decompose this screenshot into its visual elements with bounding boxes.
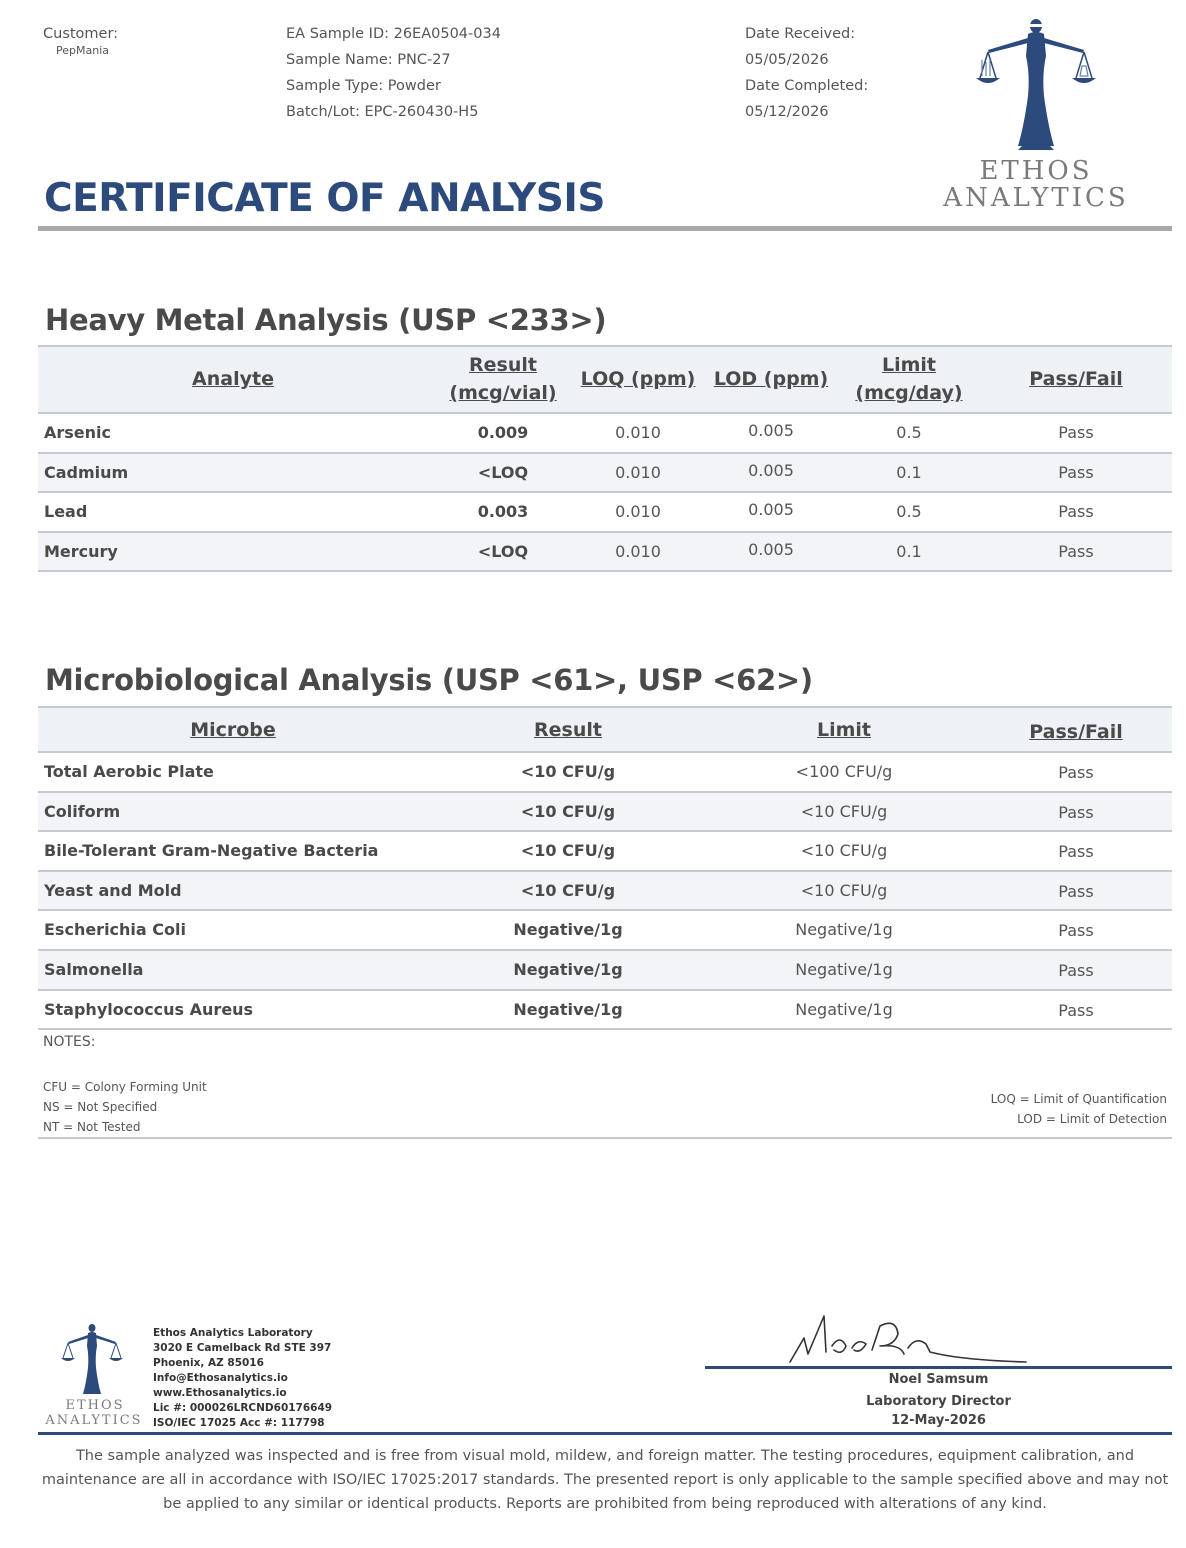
lab-website: www.Ethosanalytics.io xyxy=(153,1387,287,1399)
disclaimer-line-1: The sample analyzed was inspected and is free from visual mold, mildew, and foreign matter. The testing procedures, equipment calibration, and xyxy=(75,1448,1135,1464)
header-limit xyxy=(844,351,974,407)
date-completed: 05/12/2026 xyxy=(745,104,829,120)
microbe-limit: Negative/1g xyxy=(795,999,893,1019)
notes-label: NOTES: xyxy=(43,1034,96,1050)
header-result: Result xyxy=(534,719,602,741)
analyte-result: 0.003 xyxy=(477,502,529,522)
header-pass-fail: Pass/Fail xyxy=(1029,721,1123,743)
analyte-lod: 0.005 xyxy=(748,500,794,520)
sample-id: EA Sample ID: 26EA0504-034 xyxy=(286,26,501,42)
table-row xyxy=(38,991,1172,1031)
disclaimer-line-2: maintenance are all in accordance with ISO/IEC 17025:2017 standards. The presented report is only applicable to the sample specified above and may not xyxy=(41,1472,1169,1488)
table-row xyxy=(38,951,1172,991)
lab-accreditation: ISO/IEC 17025 Acc #: 117798 xyxy=(153,1417,325,1429)
table-row xyxy=(38,793,1172,833)
analyte-name: Cadmium xyxy=(44,462,129,482)
microbe-status: Pass xyxy=(1058,763,1094,782)
microbe-result: <10 CFU/g xyxy=(520,841,616,861)
microbe-limit: <10 CFU/g xyxy=(800,801,888,821)
microbe-name: Escherichia Coli xyxy=(44,920,186,940)
microbe-limit: Negative/1g xyxy=(795,959,893,979)
analyte-limit: 0.5 xyxy=(896,423,922,442)
microbe-status: Pass xyxy=(1058,802,1094,822)
signer-name: Noel Samsum xyxy=(888,1372,989,1387)
microbe-result: Negative/1g xyxy=(513,959,623,979)
analyte-result: 0.009 xyxy=(477,423,529,442)
disclaimer-line-3: be applied to any similar or identical products. Reports are prohibited from being reproduced with alterations of any kind. xyxy=(163,1496,1047,1512)
header-result-line2: (mcg/vial) xyxy=(449,382,557,404)
analyte-status: Pass xyxy=(1058,462,1094,482)
analyte-limit: 0.5 xyxy=(896,502,922,522)
microbe-limit: Negative/1g xyxy=(795,920,893,940)
header-result xyxy=(438,351,568,407)
sample-info xyxy=(286,21,501,125)
date-received-label: Date Received: xyxy=(745,26,856,42)
heavy-metal-table xyxy=(38,345,1172,572)
footer-logo-word-top: ETHOS xyxy=(65,1398,125,1413)
footer-divider xyxy=(38,1432,1172,1435)
microbe-status: Pass xyxy=(1058,960,1094,980)
notes-divider xyxy=(38,1137,1172,1139)
microbe-name: Bile-Tolerant Gram-Negative Bacteria xyxy=(44,841,379,861)
customer-label: Customer: xyxy=(43,26,119,42)
analyte-name: Lead xyxy=(44,502,88,522)
table-row xyxy=(38,832,1172,872)
signer-title: Laboratory Director xyxy=(866,1394,1011,1409)
header-limit-line2: (mcg/day) xyxy=(855,382,963,404)
analyte-status: Pass xyxy=(1058,423,1094,442)
footer-logo-icon xyxy=(52,1322,132,1402)
analyte-lod: 0.005 xyxy=(748,539,794,559)
microbe-result: Negative/1g xyxy=(513,999,623,1019)
microbe-result: Negative/1g xyxy=(513,920,623,940)
customer-name: PepMania xyxy=(56,44,109,57)
signature-line xyxy=(705,1366,1172,1369)
microbe-limit: <10 CFU/g xyxy=(800,880,888,900)
microbe-limit: <100 CFU/g xyxy=(795,762,893,781)
header-analyte: Analyte xyxy=(192,368,274,390)
analyte-lod: 0.005 xyxy=(748,421,794,440)
microbe-name: Yeast and Mold xyxy=(44,880,182,900)
page-title: CERTIFICATE OF ANALYSIS xyxy=(44,176,605,221)
analyte-loq: 0.010 xyxy=(615,423,661,442)
analyte-loq: 0.010 xyxy=(615,462,661,482)
header-lod: LOD (ppm) xyxy=(713,368,829,390)
date-info xyxy=(745,21,868,125)
analyte-limit: 0.1 xyxy=(896,541,922,561)
title-divider xyxy=(38,226,1172,231)
logo-wordmark-top: ETHOS xyxy=(979,156,1093,186)
microbiology-section-title: Microbiological Analysis (USP <61>, USP <62>) xyxy=(45,663,813,697)
table-row xyxy=(38,753,1172,793)
microbe-status: Pass xyxy=(1058,1000,1094,1020)
lab-address-block xyxy=(153,1326,332,1431)
header-pass-fail: Pass/Fail xyxy=(1029,368,1123,390)
microbe-name: Staphylococcus Aureus xyxy=(44,999,254,1019)
date-received: 05/05/2026 xyxy=(745,52,829,68)
analyte-name: Mercury xyxy=(44,541,118,561)
note-nt: NT = Not Tested xyxy=(43,1120,141,1134)
lab-city: Phoenix, AZ 85016 xyxy=(153,1357,264,1369)
date-completed-label: Date Completed: xyxy=(745,78,869,94)
microbe-result: <10 CFU/g xyxy=(520,762,616,781)
note-ns: NS = Not Specified xyxy=(43,1100,158,1114)
lab-license: Lic #: 000026LRCND60176649 xyxy=(153,1402,333,1414)
microbe-name: Salmonella xyxy=(44,959,144,979)
lab-email: Info@Ethosanalytics.io xyxy=(153,1372,288,1384)
header-limit-line1: Limit xyxy=(881,354,936,376)
analyte-lod: 0.005 xyxy=(748,460,794,480)
signed-date: 12-May-2026 xyxy=(891,1413,986,1428)
analyte-loq: 0.010 xyxy=(615,541,661,561)
microbe-status: Pass xyxy=(1058,881,1094,901)
note-cfu: CFU = Colony Forming Unit xyxy=(43,1080,207,1094)
microbiology-table xyxy=(38,706,1172,1030)
analyte-status: Pass xyxy=(1058,541,1094,561)
microbe-name: Total Aerobic Plate xyxy=(44,762,214,781)
logo-wordmark-bottom: ANALYTICS xyxy=(943,183,1129,213)
batch-lot: Batch/Lot: EPC-260430-H5 xyxy=(286,104,479,120)
microbe-status: Pass xyxy=(1058,921,1094,941)
analyte-status: Pass xyxy=(1058,502,1094,522)
analyte-result: <LOQ xyxy=(477,541,529,561)
table-row xyxy=(38,533,1172,573)
table-row xyxy=(38,911,1172,951)
header-limit: Limit xyxy=(816,719,871,741)
microbe-limit: <10 CFU/g xyxy=(800,841,888,861)
analyte-limit: 0.1 xyxy=(896,462,922,482)
analyte-name: Arsenic xyxy=(44,423,112,442)
note-lod: LOD = Limit of Detection xyxy=(1017,1112,1167,1126)
microbe-result: <10 CFU/g xyxy=(520,801,616,821)
table-row xyxy=(38,414,1172,454)
note-loq: LOQ = Limit of Quantification xyxy=(990,1092,1167,1106)
table-row xyxy=(38,872,1172,912)
microbe-name: Coliform xyxy=(44,801,121,821)
lab-name: Ethos Analytics Laboratory xyxy=(153,1327,313,1339)
sample-type: Sample Type: Powder xyxy=(286,78,441,94)
analyte-loq: 0.010 xyxy=(615,502,661,522)
header-result-line1: Result xyxy=(469,354,537,376)
microbe-result: <10 CFU/g xyxy=(520,880,616,900)
sample-name: Sample Name: PNC-27 xyxy=(286,52,451,68)
footer-logo-word-bottom: ANALYTICS xyxy=(45,1413,143,1428)
microbe-status: Pass xyxy=(1058,842,1094,862)
header-loq: LOQ (ppm) xyxy=(580,368,696,390)
heavy-metal-section-title: Heavy Metal Analysis (USP <233>) xyxy=(45,303,607,337)
lab-street: 3020 E Camelback Rd STE 397 xyxy=(153,1342,332,1354)
disclaimer xyxy=(40,1444,1170,1516)
table-row xyxy=(38,454,1172,494)
header-microbe: Microbe xyxy=(190,719,276,741)
heavy-metal-table-header xyxy=(38,345,1172,414)
table-row xyxy=(38,493,1172,533)
analyte-result: <LOQ xyxy=(477,462,529,482)
microbiology-table-header xyxy=(38,706,1172,753)
director-signature xyxy=(780,1304,1040,1368)
